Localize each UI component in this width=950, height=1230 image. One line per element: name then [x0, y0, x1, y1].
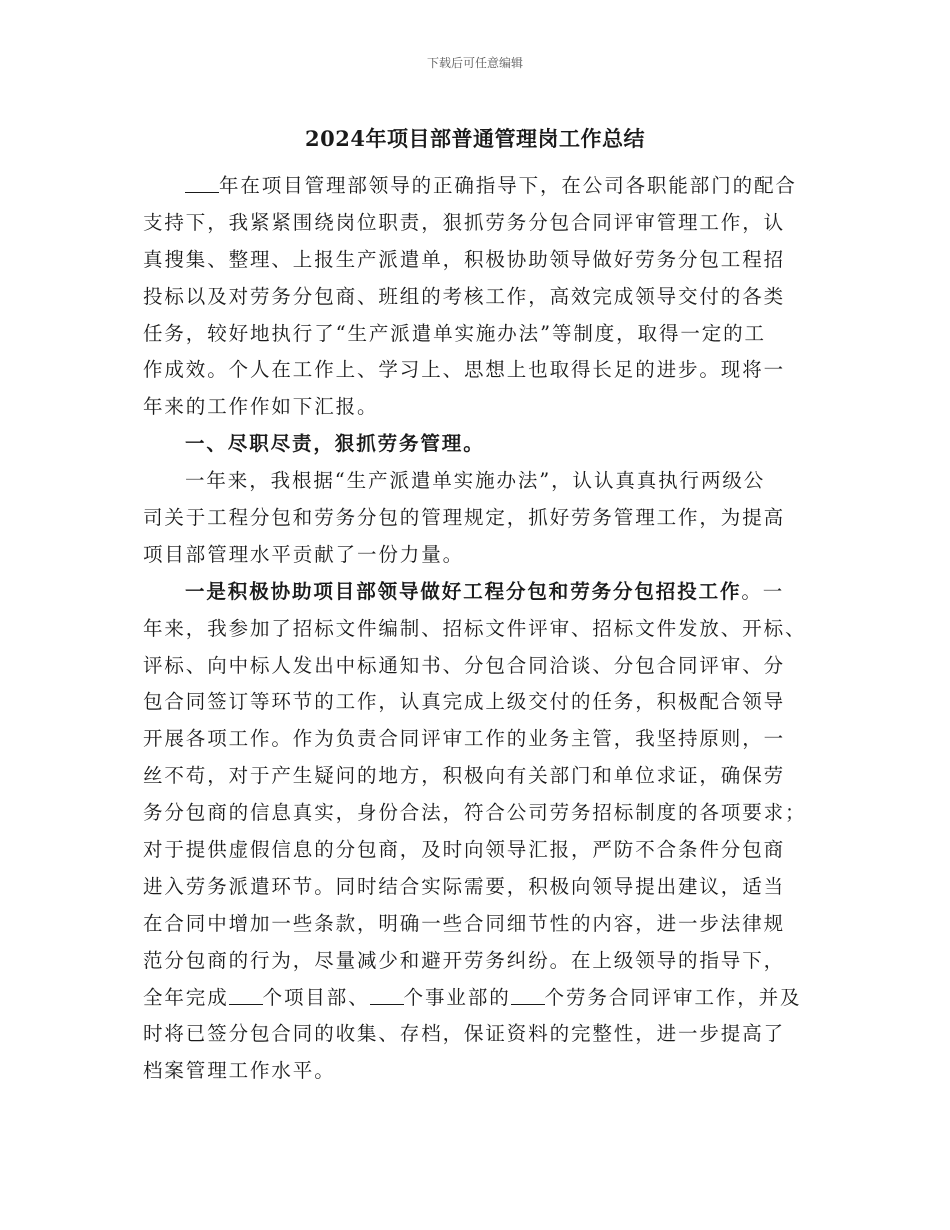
- paragraph-3-line-1: 一是积极协助项目部领导做好工程分包和劳务分包招投工作。一: [185, 579, 785, 603]
- document-body: [143, 168, 811, 1090]
- paragraph-3-line-4: 包合同签订等环节的工作，认真完成上级交付的任务，积极配合领导: [143, 690, 786, 714]
- paragraph-1-line-3: 真搜集、整理、上报生产派遣单，积极协助领导做好劳务分包工程招: [143, 247, 786, 271]
- paragraph-3-line-11: 范分包商的行为，尽量减少和避开劳务纠纷。在上级领导的指导下，: [143, 948, 786, 972]
- paragraph-3-line-9: 进入劳务派遣环节。同时结合实际需要，积极向领导提出建议，适当: [143, 874, 786, 898]
- page-header: 下载后可任意编辑: [426, 56, 523, 70]
- paragraph-3-line-5: 开展各项工作。作为负责合同评审工作的业务主管，我坚持原则，一: [143, 727, 786, 751]
- paragraph-3-line-12: 全年完成 个项目部、 个事业部的 个劳务合同评审工作，并及: [143, 985, 802, 1009]
- paragraph-2-line-3: 项目部管理水平贡献了一份力量。: [143, 542, 465, 566]
- section-heading: 一、尽职尽责，狠抓劳务管理。: [185, 432, 485, 456]
- paragraph-1-line-2: 支持下，我紧紧围绕岗位职责，狠抓劳务分包合同评审管理工作，认: [143, 210, 786, 234]
- paragraph-1-line-4: 投标以及对劳务分包商、班组的考核工作，高效完成领导交付的各类: [143, 284, 786, 308]
- paragraph-3-line-3: 评标、向中标人发出中标通知书、分包合同洽谈、分包合同评审、分: [143, 653, 786, 677]
- paragraph-1-line-6: 作成效。个人在工作上、学习上、思想上也取得长足的进步。现将一: [143, 358, 786, 382]
- paragraph-3-line-10: 在合同中增加一些条款，明确一些合同细节性的内容，进一步法律规: [143, 911, 786, 935]
- blank-underline: [185, 174, 219, 193]
- blank-underline: [511, 986, 545, 1005]
- blank-underline: [229, 986, 263, 1005]
- paragraph-3-line-8: 对于提供虚假信息的分包商，及时向领导汇报，严防不合条件分包商: [143, 838, 786, 862]
- paragraph-2-line-2: 司关于工程分包和劳务分包的管理规定，抓好劳务管理工作，为提高: [143, 506, 786, 530]
- document-title: 2024年项目部普通管理岗工作总结: [305, 126, 645, 151]
- paragraph-3-line-2: 年来，我参加了招标文件编制、招标文件评审、招标文件发放、开标、: [143, 616, 807, 640]
- paragraph-2-line-1: 一年来，我根据“生产派遣单实施办法”，认认真真执行两级公: [185, 469, 766, 493]
- paragraph-3-lead: 一是积极协助项目部领导做好工程分包和劳务分包招投工作: [185, 579, 742, 603]
- paragraph-3-line-6: 丝不苟，对于产生疑问的地方，积极向有关部门和单位求证，确保劳: [143, 764, 786, 788]
- paragraph-3-line-7: 务分包商的信息真实，身份合法，符合公司劳务招标制度的各项要求；: [143, 801, 807, 825]
- paragraph-3-line-14: 档案管理工作水平。: [143, 1059, 336, 1083]
- paragraph-3-line-13: 时将已签分包合同的收集、存档，保证资料的完整性，进一步提高了: [143, 1022, 786, 1046]
- paragraph-1-line-5: 任务，较好地执行了“生产派遣单实施办法”等制度，取得一定的工: [143, 321, 766, 345]
- paragraph-1-line-7: 年来的工作作如下汇报。: [143, 395, 379, 419]
- paragraph-1-line-1: 年在项目管理部领导的正确指导下，在公司各职能部门的配合: [143, 168, 811, 205]
- blank-underline: [370, 986, 404, 1005]
